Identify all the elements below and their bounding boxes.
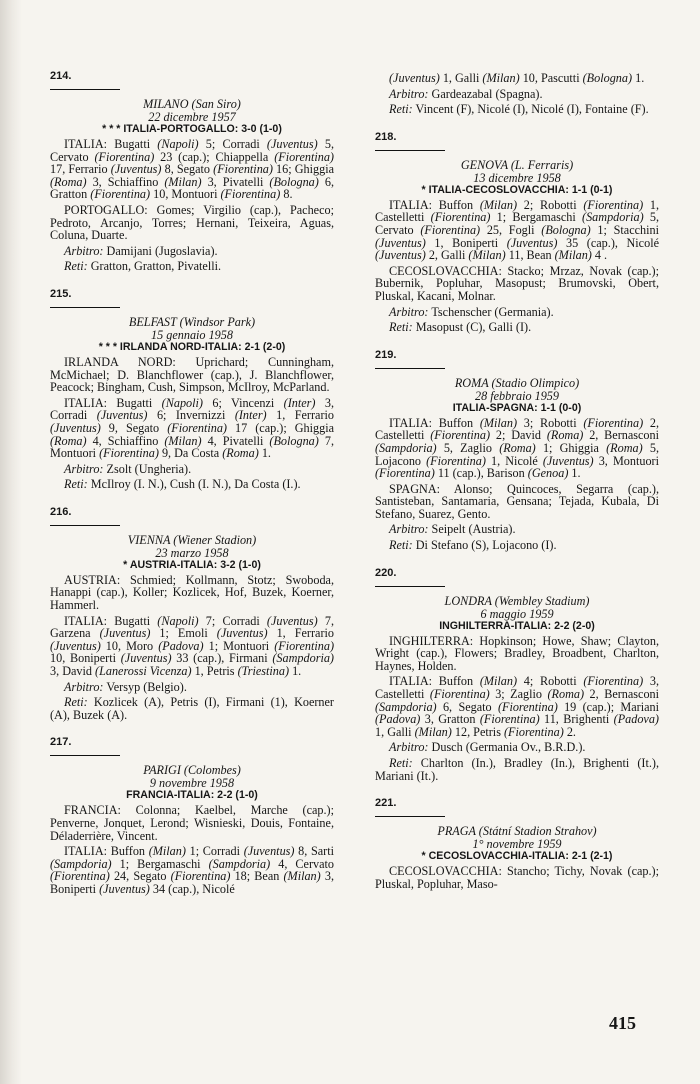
match-date: 22 dicembre 1957	[148, 110, 236, 124]
match-result-headline: * ITALIA-CECOSLOVACCHIA: 1-1 (0-1)	[421, 183, 613, 196]
page-number: 415	[609, 1013, 636, 1033]
match-number: 216.	[50, 506, 120, 526]
match-paragraph: FRANCIA: Colonna; Kaelbel, Marche (cap.); Penverne, Jonquet, Lerond; Wisnieski, Douis, Fontaine, Déladerrière, Vincent.	[50, 803, 334, 843]
match-paragraph: IRLANDA NORD: Uprichard; Cunningham, McMichael; D. Blanchflower (cap.), J. Blanchflower, Peacock; Bingham, Cush, Simpson, McIlroy, McParland.	[50, 354, 334, 395]
match-result-headline: * AUSTRIA-ITALIA: 3-2 (1-0)	[123, 558, 261, 571]
match-venue: ROMA (Stadio Olimpico)	[454, 375, 580, 390]
match-date: 9 novembre 1958	[149, 776, 235, 791]
match-paragraph: Reti: Gratton, Gratton, Pivatelli.	[64, 259, 222, 274]
match-number: 219.	[375, 349, 445, 369]
match-paragraph: Reti: Charlton (In.), Bradley (In.), Brighenti (It.), Mariani (It.).	[375, 756, 659, 783]
match-paragraph: ITALIA: Bugatti (Napoli) 7; Corradi (Juventus) 7, Garzena (Juventus) 1; Emoli (Juventus) 1, Ferrario (Juventus) 10, Moro (Padova) 1; Montuori (Fiorentina) 10, Boniperti (Juventus) 33 (cap.), Firmani (Sampdoria) 3, David (Lanerossi Vicenza) 1, Petris (Triestina) 1.	[50, 613, 335, 679]
match-paragraph: Reti: McIlroy (I. N.), Cush (I. N.), Da Costa (I.).	[64, 477, 301, 492]
match-result-headline: * CECOSLOVACCHIA-ITALIA: 2-1 (2-1)	[421, 850, 613, 863]
match-date: 15 gennaio 1958	[151, 327, 233, 342]
left-column	[50, 70, 334, 911]
match-number: 214.	[50, 70, 120, 90]
match-paragraph: Reti: Di Stefano (S), Lojacono (I).	[389, 538, 557, 553]
match-paragraph: Reti: Kozlicek (A), Petris (I), Firmani (1), Koerner (A), Buzek (A).	[50, 695, 334, 722]
match-entry	[375, 131, 659, 334]
match-venue: MILANO (San Siro)	[143, 97, 241, 111]
match-paragraph: ITALIA: Buffon (Milan) 1; Corradi (Juventus) 8, Sarti (Sampdoria) 1; Bergamaschi (Sampdoria) 4, Cervato (Fiorentina) 24, Segato (Fiorentina) 18; Bean (Milan) 3, Boniperti (Juventus) 34 (cap.), Nicolé	[50, 844, 335, 896]
match-result-headline: FRANCIA-ITALIA: 2-2 (1-0)	[126, 789, 258, 802]
match-paragraph: ITALIA: Buffon (Milan) 3; Robotti (Fiorentina) 2, Castelletti (Fiorentina) 2; David (Roma) 2, Bernasconi (Sampdoria) 5, Zaglio (Roma) 1; Ghiggia (Roma) 5, Lojacono (Fiorentina) 1, Nicolé (Juventus) 3, Montuori (Fiorentina) 11 (cap.), Barison (Genoa) 1.	[375, 415, 660, 481]
match-date: 1° novembre 1959	[472, 837, 562, 852]
match-date: 13 dicembre 1958	[473, 170, 561, 185]
match-number: 218.	[375, 131, 445, 151]
match-venue: BELFAST (Windsor Park)	[128, 314, 256, 329]
match-entry	[50, 736, 334, 895]
match-venue: PRAGA (Státní Stadion Strahov)	[437, 824, 597, 839]
match-entry	[375, 349, 659, 552]
match-paragraph: Arbitro: Dusch (Germania Ov., B.R.D.).	[389, 740, 586, 755]
match-paragraph: Arbitro: Gardeazabal (Spagna).	[389, 86, 543, 101]
match-venue: GENOVA (L. Ferraris)	[460, 157, 574, 172]
match-venue: LONDRA (Wembley Stadium)	[444, 593, 590, 608]
match-number: 220.	[375, 567, 445, 587]
match-number: 217.	[50, 736, 120, 756]
match-paragraph: Arbitro: Versyp (Belgio).	[64, 679, 187, 694]
match-paragraph: INGHILTERRA: Hopkinson; Howe, Shaw; Clayton, Wright (cap.), Flowers; Bradley, Broadbent, Charlton, Haynes, Holden.	[375, 633, 659, 673]
match-paragraph: Reti: Vincent (F), Nicolé (I), Nicolé (I), Fontaine (F).	[389, 102, 649, 117]
match-paragraph: Arbitro: Zsolt (Ungheria).	[64, 461, 192, 476]
match-entry	[50, 70, 334, 273]
match-result-headline: * * * ITALIA-PORTOGALLO: 3-0 (1-0)	[102, 123, 282, 135]
match-paragraph: PORTOGALLO: Gomes; Virgilio (cap.), Pacheco; Pedroto, Arcanjo, Torres; Hernani, Teixeira, Aguas, Coluna, Duarte.	[50, 202, 334, 243]
match-entry	[375, 797, 659, 890]
match-paragraph: Arbitro: Tschenscher (Germania).	[389, 304, 554, 319]
match-paragraph: ITALIA: Buffon (Milan) 4; Robotti (Fiorentina) 3, Castelletti (Fiorentina) 3; Zaglio (Roma) 2, Bernasconi (Sampdoria) 6, Segato (Fiorentina) 19 (cap.); Mariani (Padova) 3, Gratton (Fiorentina) 11, Brighenti (Padova) 1, Galli (Milan) 12, Petris (Fiorentina) 2.	[375, 674, 660, 739]
match-result-headline: INGHILTERRA-ITALIA: 2-2 (2-0)	[439, 619, 595, 632]
match-venue: VIENNA (Wiener Stadion)	[127, 532, 257, 547]
match-paragraph: ITALIA: Bugatti (Napoli) 6; Vincenzi (Inter) 3, Corradi (Juventus) 6; Invernizzi (Inter) 1, Ferrario (Juventus) 9, Segato (Fiorentina) 17 (cap.); Ghiggia (Roma) 4, Schiaffino (Milan) 4, Pivatelli (Bologna) 7, Montuori (Fiorentina) 9, Da Costa (Roma) 1.	[50, 395, 335, 461]
match-entry	[50, 288, 334, 491]
match-number: 215.	[50, 288, 120, 308]
match-entry	[375, 567, 659, 783]
match-venue: PARIGI (Colombes)	[143, 763, 241, 778]
match-paragraph: ITALIA: Bugatti (Napoli) 5; Corradi (Juventus) 5, Cervato (Fiorentina) 23 (cap.); Chiappella (Fiorentina) 17, Ferrario (Juventus) 8, Segato (Fiorentina) 16; Ghiggia (Roma) 3, Schiaffino (Milan) 3, Pivatelli (Bologna) 6, Gratton (Fiorentina) 10, Montuori (Fiorentina) 8.	[50, 137, 335, 202]
match-result-headline: * * * IRLANDA NORD-ITALIA: 2-1 (2-0)	[98, 340, 286, 353]
match-paragraph: SPAGNA: Alonso; Quincoces, Segarra (cap.), Santisteban, Santamaria, Gensana; Tejada, Kubala, Di Stefano, Suarez, Gento.	[375, 481, 659, 521]
match-date: 23 marzo 1958	[155, 545, 229, 560]
page-binding-shadow	[0, 0, 22, 1084]
match-paragraph: Reti: Masopust (C), Galli (I).	[389, 320, 532, 335]
match-paragraph: ITALIA: Buffon (Milan) 2; Robotti (Fiorentina) 1, Castelletti (Fiorentina) 1; Bergamaschi (Sampdoria) 5, Cervato (Fiorentina) 25, Fogli (Bologna) 1; Stacchini (Juventus) 1, Boniperti (Juventus) 35 (cap.), Nicolé (Juventus) 2, Galli (Milan) 11, Bean (Milan) 4 .	[375, 197, 660, 263]
match-entry	[375, 72, 659, 116]
match-paragraph: CECOSLOVACCHIA: Stancho; Tichy, Novak (cap.); Pluskal, Popluhar, Maso-	[375, 864, 659, 891]
match-date: 6 maggio 1959	[480, 606, 554, 621]
match-paragraph: Arbitro: Damijani (Jugoslavia).	[64, 243, 218, 258]
match-paragraph: (Juventus) 1, Galli (Milan) 10, Pascutti (Bologna) 1.	[389, 71, 645, 85]
match-date: 28 febbraio 1959	[475, 388, 559, 403]
match-paragraph: Arbitro: Seipelt (Austria).	[389, 522, 516, 537]
match-paragraph: CECOSLOVACCHIA: Stacko; Mrzaz, Novak (cap.); Bubernik, Popluhar, Masopust; Brumovski, Obert, Pluskal, Kacani, Molnar.	[375, 263, 659, 303]
match-number: 221.	[375, 797, 445, 817]
match-paragraph: AUSTRIA: Schmied; Kollmann, Stotz; Swoboda, Hanappi (cap.), Koller; Kozlicek, Hof, Buzek, Koerner, Hammerl.	[50, 572, 334, 613]
match-entry	[50, 506, 334, 722]
match-result-headline: ITALIA-SPAGNA: 1-1 (0-0)	[452, 401, 582, 414]
right-column	[375, 70, 659, 905]
